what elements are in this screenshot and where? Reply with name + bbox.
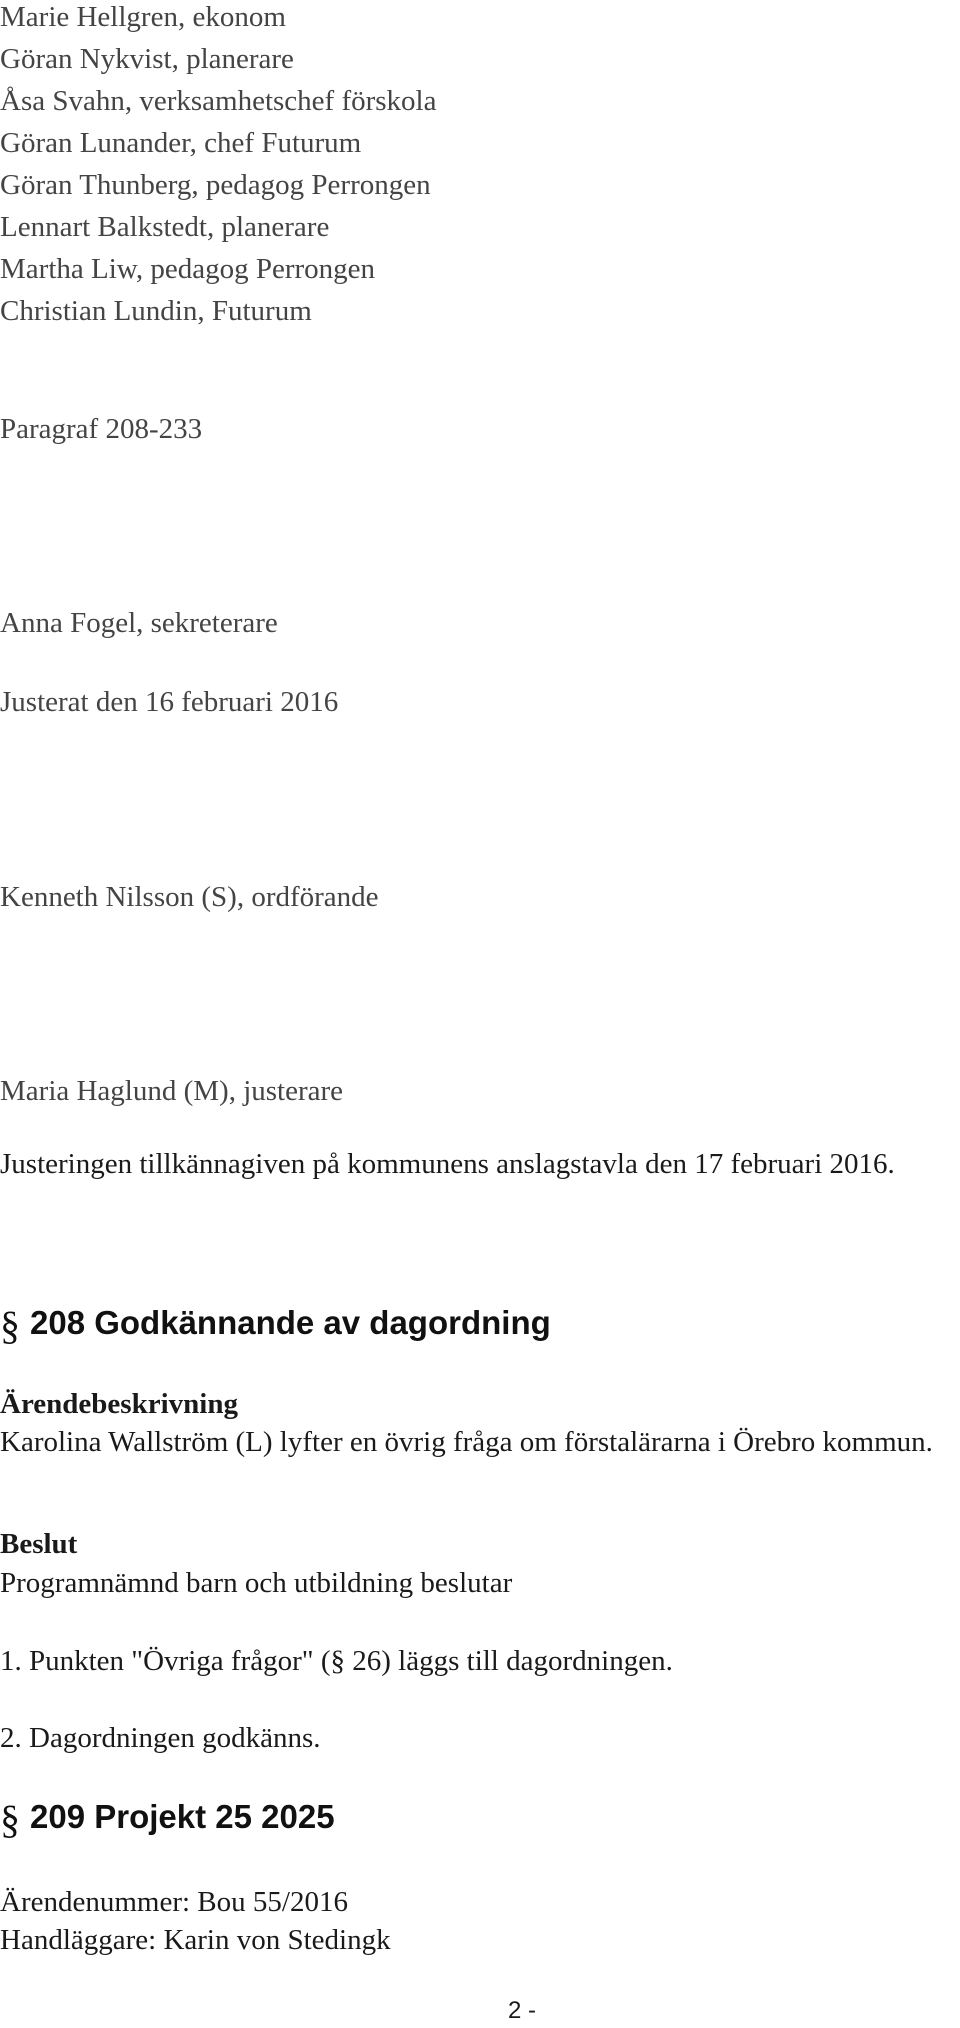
attendee-list — [0, 0, 437, 332]
attendee-item: Martha Liw, pedagog Perrongen — [0, 253, 376, 285]
attendee-item: Marie Hellgren, ekonom — [0, 1, 286, 33]
paragraph-range: Paragraf 208-233 — [0, 413, 203, 445]
page-number: 2 - — [508, 1997, 537, 2024]
adjusted-date: Justerat den 16 februari 2016 — [0, 686, 339, 718]
decision-heading: Beslut — [0, 1528, 78, 1560]
adjuster-signature: Maria Haglund (M), justerare — [0, 1075, 344, 1107]
attendee-item: Göran Nykvist, planerare — [0, 43, 294, 75]
chair-signature: Kenneth Nilsson (S), ordförande — [0, 881, 379, 913]
description-heading: Ärendebeskrivning — [0, 1388, 238, 1420]
announcement-text: Justeringen tillkännagiven på kommunens anslagstavla den 17 februari 2016. — [0, 1148, 895, 1180]
attendee-item: Göran Lunander, chef Futurum — [0, 127, 362, 159]
secretary-signature: Anna Fogel, sekreterare — [0, 607, 278, 639]
section-209-title: 209 Projekt 25 2025 — [30, 1798, 335, 1835]
decision-item-1: 1. Punkten "Övriga frågor" (§ 26) läggs till dagordningen. — [0, 1645, 673, 1677]
decision-item-2: 2. Dagordningen godkänns. — [0, 1722, 321, 1754]
section-208-title: 208 Godkännande av dagordning — [30, 1304, 551, 1341]
section-208-heading — [0, 1303, 551, 1348]
decision-intro: Programnämnd barn och utbildning beslutar — [0, 1567, 513, 1599]
attendee-item: Göran Thunberg, pedagog Perrongen — [0, 169, 431, 201]
section-209-heading — [0, 1797, 335, 1842]
attendee-item: Christian Lundin, Futurum — [0, 295, 312, 327]
section-sign-icon: § — [0, 1797, 20, 1842]
case-number: Ärendenummer: Bou 55/2016 — [0, 1886, 348, 1918]
attendee-item: Lennart Balkstedt, planerare — [0, 211, 330, 243]
case-handler: Handläggare: Karin von Stedingk — [0, 1924, 391, 1956]
section-sign-icon: § — [0, 1303, 20, 1348]
description-text: Karolina Wallström (L) lyfter en övrig fråga om förstalärarna i Örebro kommun. — [0, 1426, 933, 1458]
attendee-item: Åsa Svahn, verksamhetschef förskola — [0, 85, 437, 117]
